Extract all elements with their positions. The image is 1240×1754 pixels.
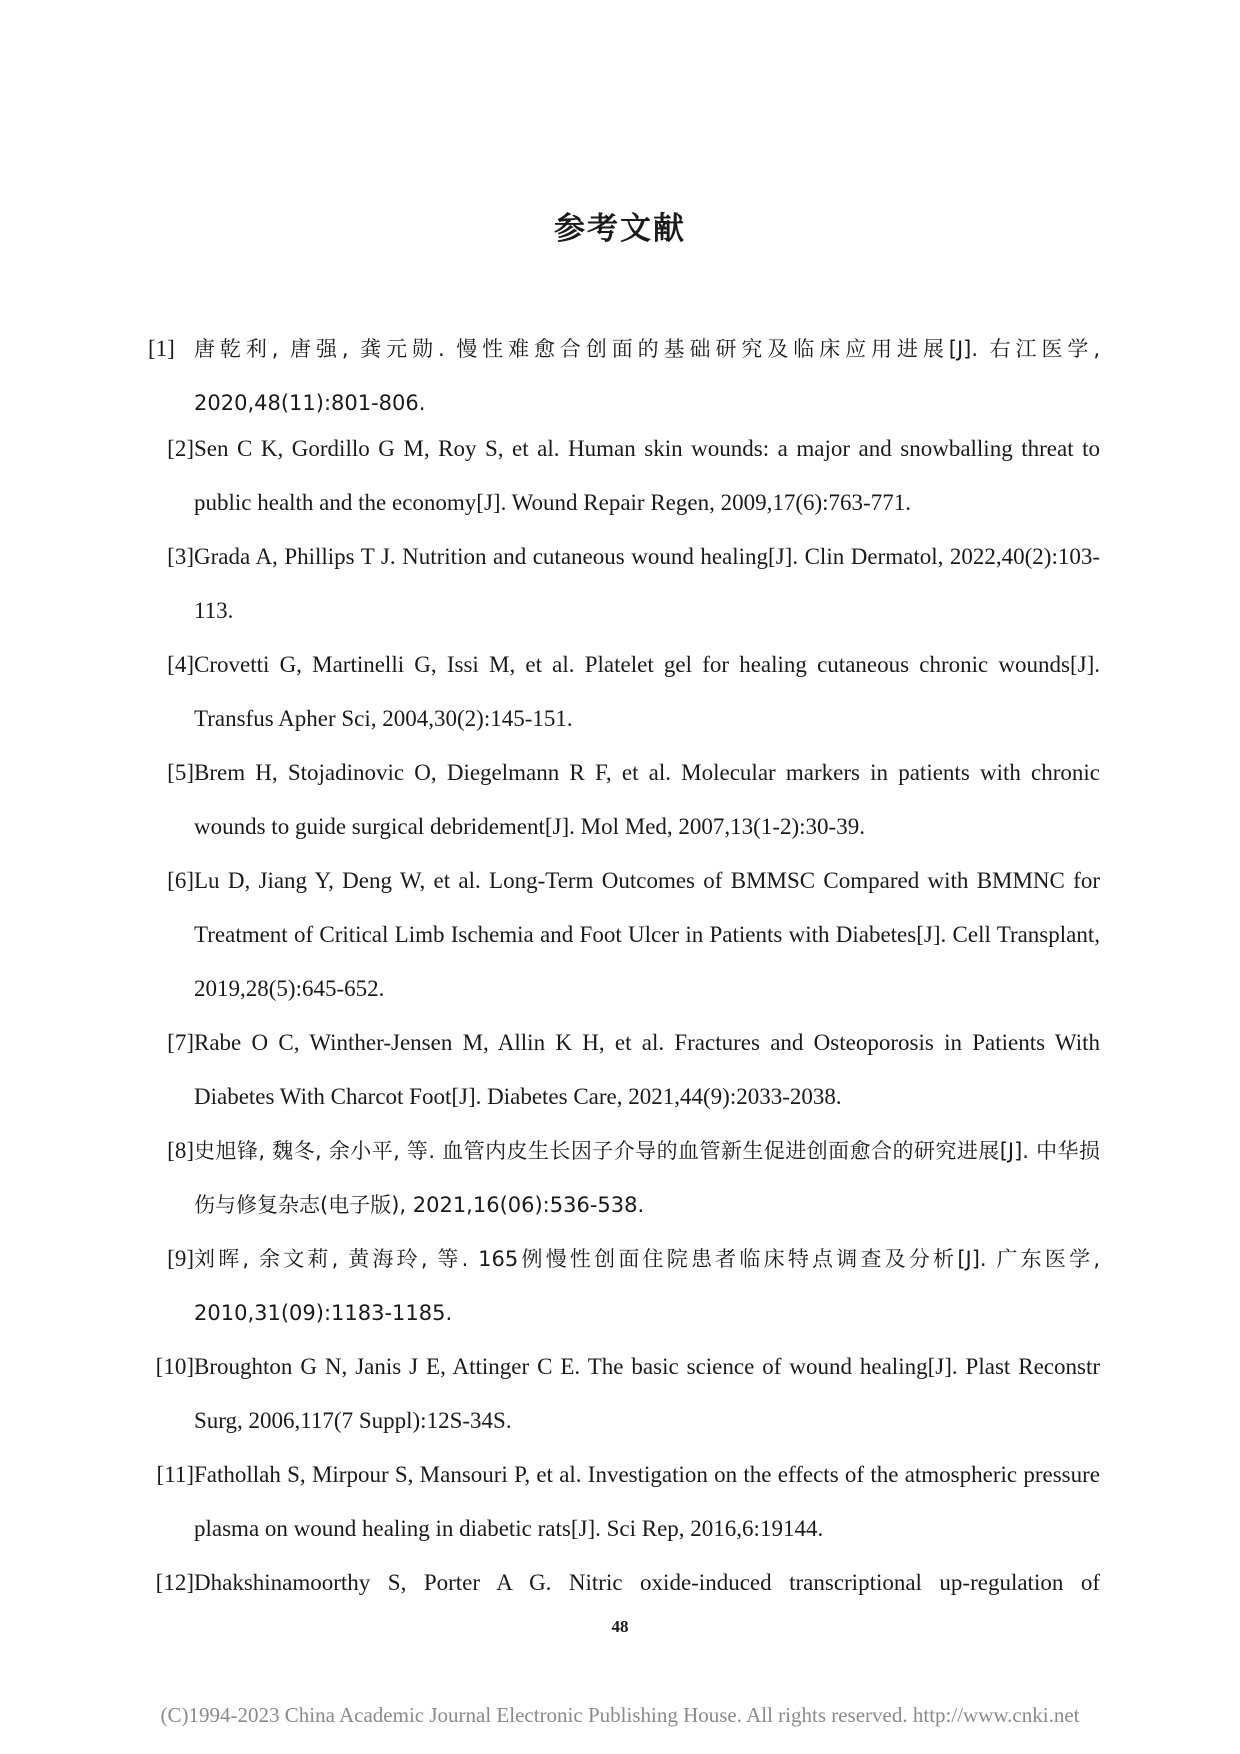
page-number: 48 [611,1617,629,1636]
reference-item-8 [150,1124,1100,1234]
reference-number: [6] [167,868,194,893]
reference-item-3 [150,530,1100,640]
reference-number: [12] [155,1570,194,1595]
reference-text: 唐乾利, 唐强, 龚元勋. 慢性难愈合创面的基础研究及临床应用进展[J]. 右江医学, 2020,48(11):801-806. [194,337,1100,415]
reference-text: 史旭锋, 魏冬, 余小平, 等. 血管内皮生长因子介导的血管新生促进创面愈合的研究进展[J]. 中华损伤与修复杂志(电子版), 2021,16(06):536-538. [194,1139,1100,1217]
reference-item-11 [150,1448,1100,1558]
reference-number: [10] [155,1354,194,1379]
reference-item-7 [150,1016,1100,1126]
reference-text: Fathollah S, Mirpour S, Mansouri P, et al. Investigation on the effects of the atmospheric pressure plasma on wound healing in diabetic rats[J]. Sci Rep, 2016,6:19144. [194,1462,1100,1541]
reference-text: Broughton G N, Janis J E, Attinger C E. The basic science of wound healing[J]. Plast Reconstr Surg, 2006,117(7 Suppl):12S-34S. [194,1354,1100,1433]
reference-item-1 [150,322,1100,432]
reference-number: [11] [156,1462,194,1487]
reference-number: [4] [167,652,194,677]
page-title: 参考文献 [554,211,686,247]
reference-number: [1] [148,336,175,361]
reference-item-4 [150,638,1100,748]
reference-number: [2] [167,436,194,461]
reference-item-6 [150,854,1100,1014]
reference-item-9 [150,1232,1100,1342]
reference-number: [8] [167,1138,194,1163]
reference-number: [9] [167,1246,194,1271]
reference-number: [5] [167,760,194,785]
reference-text: Rabe O C, Winther-Jensen M, Allin K H, et al. Fractures and Osteoporosis in Patients With Diabetes With Charcot Foot[J]. Diabetes Care, 2021,44(9):2033-2038. [194,1030,1100,1109]
reference-text: Lu D, Jiang Y, Deng W, et al. Long-Term Outcomes of BMMSC Compared with BMMNC for Treatment of Critical Limb Ischemia and Foot Ulcer in Patients with Diabetes[J]. Cell Transplant, 2019,28(5):645-652. [194,868,1100,1001]
reference-text: 刘晖, 余文莉, 黄海玲, 等. 165例慢性创面住院患者临床特点调查及分析[J]. 广东医学, 2010,31(09):1183-1185. [194,1247,1100,1325]
reference-item-12 [150,1556,1100,1610]
reference-number: [3] [167,544,194,569]
reference-number: [7] [167,1030,194,1055]
reference-text: Sen C K, Gordillo G M, Roy S, et al. Human skin wounds: a major and snowballing threat to public health and the economy[J]. Wound Repair Regen, 2009,17(6):763-771. [194,436,1100,515]
reference-text: Grada A, Phillips T J. Nutrition and cutaneous wound healing[J]. Clin Dermatol, 2022,40(2):103-113. [194,544,1100,623]
reference-text: Crovetti G, Martinelli G, Issi M, et al. Platelet gel for healing cutaneous chronic wounds[J]. Transfus Apher Sci, 2004,30(2):145-151. [194,652,1100,731]
reference-item-5 [150,746,1100,856]
reference-text: Dhakshinamoorthy S, Porter A G. Nitric oxide-induced transcriptional up-regulation of [194,1570,1100,1595]
reference-item-2 [150,422,1100,532]
reference-text: Brem H, Stojadinovic O, Diegelmann R F, et al. Molecular markers in patients with chronic wounds to guide surgical debridement[J]. Mol Med, 2007,13(1-2):30-39. [194,760,1100,839]
reference-item-10 [150,1340,1100,1450]
copyright-footer: (C)1994-2023 China Academic Journal Electronic Publishing House. All rights reserved. http://www.cnki.net [160,1703,1080,1727]
